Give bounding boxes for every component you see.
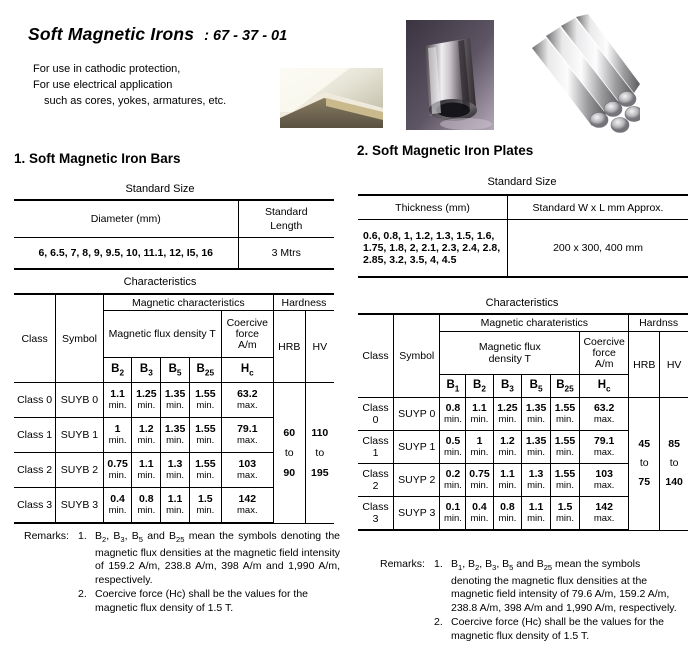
symbol-b2: $B_2$	[466, 375, 493, 398]
cell-b25	[189, 418, 221, 453]
value: 0.8	[139, 493, 154, 505]
qualifier: min.	[556, 447, 574, 458]
cell-symbol: SUYP 0	[394, 398, 440, 431]
cell-b25	[189, 488, 221, 524]
cell-b25	[550, 497, 579, 531]
cell-class: Class 3	[14, 488, 56, 524]
cell-symbol: SUYB 1	[56, 418, 104, 453]
coercive-line2: force	[235, 327, 259, 340]
header-hrb: HRB	[273, 311, 305, 383]
value: 1	[114, 423, 121, 435]
photo-round-bars	[530, 14, 640, 136]
coercive-line2: force	[592, 346, 616, 359]
symbol-b2: $B_2$	[103, 358, 132, 383]
qualifier: min.	[166, 435, 185, 446]
value: 1.1	[472, 402, 487, 414]
qualifier: min.	[470, 513, 489, 524]
cell-b3	[132, 488, 161, 524]
value: 1.5	[557, 501, 573, 513]
cell-symbol: SUYP 1	[394, 431, 440, 464]
qualifier: min.	[108, 435, 127, 446]
cell-thickness-values: 0.6, 0.8, 1, 1.2, 1.3, 1.5, 1.6, 1.75, 1.8, 2, 2.1, 2.3, 2.4, 2.8, 2.85, 3.2, 3.5, 4, 4.5	[358, 220, 508, 278]
header-standard-length-line1: Standard	[264, 206, 308, 218]
intro-line-3: such as cores, yokes, armatures, etc.	[44, 95, 227, 107]
cell-b3	[493, 497, 522, 531]
plates-characteristics-table	[358, 313, 688, 531]
qualifier: max.	[593, 480, 615, 491]
qualifier: min.	[196, 470, 215, 481]
qualifier: min.	[527, 480, 546, 491]
hv-to: to	[315, 446, 325, 459]
hrb-max: 75	[638, 476, 651, 489]
cell-class	[358, 497, 394, 531]
value: 1.5	[198, 493, 213, 505]
symbol-hc: $H_c$	[221, 358, 273, 383]
cell-symbol: SUYB 3	[56, 488, 104, 524]
qualifier: max.	[237, 470, 258, 481]
qualifier: max.	[237, 400, 258, 411]
cell-b1	[440, 497, 466, 531]
photo-sheet-plate	[280, 68, 383, 128]
header-symbol: Symbol	[56, 294, 104, 383]
value: 1.2	[139, 423, 154, 435]
symbol-b3: $B_3$	[132, 358, 161, 383]
value: 1.55	[554, 402, 576, 414]
cell-hc	[221, 383, 273, 418]
qualifier: max.	[237, 505, 258, 516]
value: 0.8	[500, 501, 515, 513]
qualifier: max.	[593, 447, 615, 458]
qualifier: min.	[527, 414, 546, 425]
qualifier: min.	[108, 470, 127, 481]
document-header	[28, 24, 287, 45]
value: 1.35	[525, 402, 547, 414]
cell-b3	[132, 418, 161, 453]
cell-hc	[221, 418, 273, 453]
class-line2: 3	[372, 513, 379, 525]
hv-min: 110	[311, 426, 329, 439]
value: 1.2	[500, 435, 515, 447]
cell-b25	[550, 431, 579, 464]
cell-symbol: SUYB 2	[56, 453, 104, 488]
header-flux-density	[440, 332, 580, 375]
qualifier: min.	[196, 505, 215, 516]
header-flux-density: Magnetic flux density T	[103, 311, 221, 358]
class-line1: Class	[362, 435, 389, 447]
qualifier: min.	[498, 513, 517, 524]
remarks-label: Remarks:	[380, 558, 425, 570]
hv-min: 85	[668, 438, 680, 451]
symbol-b5: $B_5$	[161, 358, 190, 383]
qualifier: min.	[498, 447, 517, 458]
value: 1.35	[164, 423, 186, 435]
coercive-line1: Coercive	[583, 335, 625, 348]
intro-line-1: For use in cathodic protection,	[33, 63, 181, 75]
cell-hv-range	[305, 383, 334, 524]
header-standard-wl: Standard W x L mm Approx.	[508, 195, 688, 220]
photo-coil-roll	[406, 20, 494, 130]
cell-b5	[161, 418, 190, 453]
hrb-to: to	[639, 457, 649, 470]
qualifier: max.	[237, 435, 258, 446]
cell-b2	[103, 453, 132, 488]
cell-b3	[132, 453, 161, 488]
qualifier: min.	[196, 435, 215, 446]
hv-max: 195	[311, 466, 329, 479]
bars-characteristics-table	[14, 293, 334, 524]
hrb-min: 60	[283, 426, 296, 439]
qualifier: min.	[443, 480, 462, 491]
table-header-row	[14, 200, 334, 238]
qualifier: min.	[498, 480, 517, 491]
cell-b1	[440, 431, 466, 464]
cell-class	[358, 431, 394, 464]
value: 0.4	[472, 501, 487, 513]
qualifier: min.	[166, 505, 185, 516]
cell-hc	[580, 497, 629, 531]
symbol-b25: $B_{25}$	[189, 358, 221, 383]
value: 0.75	[107, 458, 128, 470]
cell-b3	[493, 398, 522, 431]
header-hv: HV	[660, 332, 688, 398]
value: 103	[595, 468, 613, 480]
remark-item	[380, 616, 680, 643]
header-group-hardness: Hardness	[273, 294, 334, 311]
qualifier: min.	[137, 400, 156, 411]
symbol-b1: $B_1$	[440, 375, 466, 398]
cell-b2	[466, 464, 493, 497]
hrb-max: 90	[283, 466, 296, 479]
qualifier: min.	[108, 505, 127, 516]
remark-number: 1.	[78, 530, 87, 542]
cell-standard-length: 3 Mtrs	[238, 238, 334, 270]
flux-line1: Magnetic flux	[478, 341, 541, 353]
cell-b5	[161, 453, 190, 488]
class-line1: Class	[362, 501, 389, 513]
class-line1: Class	[362, 402, 389, 414]
cell-class	[358, 398, 394, 431]
value: 79.1	[593, 435, 615, 447]
qualifier: min.	[443, 447, 462, 458]
remark-text: Coercive force (Hc) shall be the values for the magnetic flux density of 1.5 T.	[451, 616, 665, 642]
section-1-size-caption: Standard Size	[125, 183, 195, 195]
value: 63.2	[593, 402, 615, 414]
cell-symbol: SUYP 2	[394, 464, 440, 497]
cell-b2	[466, 497, 493, 531]
cell-b2	[466, 398, 493, 431]
header-thickness: Thickness (mm)	[358, 195, 508, 220]
hv-max: 140	[665, 476, 683, 489]
value: 63.2	[237, 388, 258, 400]
cell-hc	[221, 453, 273, 488]
value: 1.1	[139, 458, 154, 470]
class-line2: 0	[372, 414, 379, 426]
class-line1: Class	[362, 468, 389, 480]
bars-standard-size-table	[14, 199, 334, 270]
coercive-line3: A/m	[237, 338, 257, 351]
header-hv: HV	[305, 311, 334, 383]
value: 0.75	[469, 468, 490, 480]
cell-hrb-range	[629, 398, 660, 531]
intro-line-2: For use electrical application	[33, 79, 173, 91]
cell-b2	[103, 418, 132, 453]
remark-text: $B_2$, $B_3$, $B_5$ and $B_{25}$ mean the symbols denoting the magnetic flux densities at the magnetic field intensity of 159.2 A/m, 238.8 A/m, 398 A/m and 1,990 A/m, respectively.	[95, 530, 341, 586]
remark-number: 2.	[434, 616, 443, 629]
hv-to: to	[669, 457, 679, 470]
table-header-row	[358, 195, 688, 220]
plates-remarks	[380, 558, 680, 644]
table-row	[358, 220, 688, 278]
cell-b5	[522, 464, 551, 497]
remark-text: $B_1$, $B_2$, $B_3$, $B_5$ and $B_{25}$ mean the symbols denoting the magnetic flux densities at the magnetic field intensity of 79.6 A/m, 159.2 A/m, 238.8 A/m, 398 A/m and 1,990 A/m, respectively.	[451, 558, 677, 614]
value: 1.55	[195, 423, 216, 435]
cell-b5	[522, 398, 551, 431]
class-line2: 1	[372, 447, 379, 459]
qualifier: min.	[196, 400, 215, 411]
value: 1.25	[136, 388, 157, 400]
value: 103	[238, 458, 257, 470]
cell-b25	[189, 453, 221, 488]
cell-b2	[103, 383, 132, 418]
header-group-hardness: Hardnss	[629, 314, 688, 332]
qualifier: min.	[556, 513, 574, 524]
qualifier: min.	[166, 470, 185, 481]
cell-b5	[161, 488, 190, 524]
header-group-magnetic: Magnetic charateristics	[440, 314, 629, 332]
value: 0.2	[445, 468, 461, 480]
qualifier: min.	[498, 414, 517, 425]
qualifier: min.	[108, 400, 127, 411]
header-standard-length	[238, 200, 334, 238]
value: 1.55	[195, 458, 216, 470]
value: 0.8	[445, 402, 461, 414]
header-diameter: Diameter (mm)	[14, 200, 238, 238]
header-standard-length-line2: Length	[270, 220, 303, 232]
cell-class: Class 0	[14, 383, 56, 418]
symbol-b5: $B_5$	[522, 375, 551, 398]
section-1-heading: 1. Soft Magnetic Iron Bars	[14, 151, 181, 166]
table-header-row-group	[14, 294, 334, 311]
qualifier: min.	[470, 414, 489, 425]
coercive-line1: Coercive	[226, 316, 269, 329]
remarks-label-spacer	[380, 616, 434, 643]
header-symbol: Symbol	[394, 314, 440, 398]
coercive-line3: A/m	[594, 357, 614, 370]
remarks-label-spacer	[24, 588, 78, 615]
cell-b3	[493, 464, 522, 497]
cell-hc	[580, 398, 629, 431]
bars-remarks	[24, 530, 340, 616]
cell-b3	[132, 383, 161, 418]
remarks-label: Remarks:	[24, 530, 69, 542]
remark-item	[24, 530, 340, 587]
qualifier: min.	[527, 447, 546, 458]
cell-diameter-values: 6, 6.5, 7, 8, 9, 9.5, 10, 11.1, 12, I5, 16	[14, 238, 238, 270]
cell-hrb-range	[273, 383, 305, 524]
cell-b2	[466, 431, 493, 464]
flux-line2: density T	[488, 353, 531, 365]
header-class: Class	[14, 294, 56, 383]
remark-text: Coercive force (Hc) shall be the values for the magnetic flux density of 1.5 T.	[95, 588, 309, 614]
cell-b25	[550, 464, 579, 497]
document-code: : 67 - 37 - 01	[204, 28, 288, 44]
value: 1.35	[164, 388, 186, 400]
qualifier: max.	[593, 513, 615, 524]
class-line2: 2	[372, 480, 379, 492]
value: 1.3	[528, 468, 544, 480]
value: 1.35	[525, 435, 547, 447]
cell-b5	[522, 431, 551, 464]
page-title: Soft Magnetic Irons	[28, 24, 195, 44]
intro-text	[33, 61, 226, 109]
section-2-char-caption: Characteristics	[485, 297, 559, 309]
remark-number: 2.	[78, 588, 87, 601]
qualifier: min.	[137, 435, 156, 446]
cell-hv-range	[660, 398, 688, 531]
header-coercive-force	[221, 311, 273, 358]
qualifier: max.	[593, 414, 615, 425]
header-coercive-force	[580, 332, 629, 375]
qualifier: min.	[443, 414, 462, 425]
remark-number: 1.	[434, 558, 443, 570]
cell-b25	[550, 398, 579, 431]
cell-hc	[580, 464, 629, 497]
value: 1.55	[195, 388, 216, 400]
cell-b3	[493, 431, 522, 464]
cell-class	[358, 464, 394, 497]
value: 1.1	[110, 388, 125, 400]
cell-standard-wl: 200 x 300, 400 mm	[508, 220, 688, 278]
value: 142	[595, 501, 613, 513]
table-header-row-group	[358, 314, 688, 332]
header-group-magnetic: Magnetic characteristics	[103, 294, 273, 311]
cell-b2	[103, 488, 132, 524]
qualifier: min.	[556, 414, 574, 425]
symbol-b3: $B_3$	[493, 375, 522, 398]
table-row	[14, 238, 334, 270]
value: 1.55	[554, 468, 576, 480]
cell-b5	[522, 497, 551, 531]
plates-standard-size-table	[358, 194, 688, 278]
section-2-size-caption: Standard Size	[487, 176, 557, 188]
value: 79.1	[237, 423, 258, 435]
section-1-char-caption: Characteristics	[123, 276, 197, 288]
qualifier: min.	[470, 447, 489, 458]
header-class: Class	[358, 314, 394, 398]
cell-b5	[161, 383, 190, 418]
value: 1.1	[528, 501, 544, 513]
value: 0.4	[110, 493, 125, 505]
table-row	[358, 398, 688, 431]
hrb-to: to	[284, 446, 294, 459]
qualifier: min.	[443, 513, 462, 524]
qualifier: min.	[527, 513, 546, 524]
value: 1.1	[167, 493, 183, 505]
cell-class: Class 1	[14, 418, 56, 453]
table-row	[14, 383, 334, 418]
qualifier: min.	[556, 480, 574, 491]
cell-symbol: SUYP 3	[394, 497, 440, 531]
cell-hc	[580, 431, 629, 464]
value: 1.25	[497, 402, 518, 414]
value: 0.1	[445, 501, 461, 513]
value: 1.1	[500, 468, 515, 480]
hrb-min: 45	[638, 438, 651, 451]
value: 142	[238, 493, 257, 505]
cell-b1	[440, 398, 466, 431]
section-2-heading: 2. Soft Magnetic Iron Plates	[357, 143, 534, 158]
qualifier: min.	[137, 505, 156, 516]
header-hrb: HRB	[629, 332, 660, 398]
remark-item	[24, 588, 340, 615]
symbol-b25: $B_{25}$	[550, 375, 579, 398]
symbol-hc: $H_c$	[580, 375, 629, 398]
cell-b25	[189, 383, 221, 418]
value: 1.55	[554, 435, 576, 447]
remark-item	[380, 558, 680, 615]
qualifier: min.	[166, 400, 185, 411]
cell-symbol: SUYB 0	[56, 383, 104, 418]
value: 0.5	[445, 435, 461, 447]
qualifier: min.	[470, 480, 489, 491]
value: 1.3	[167, 458, 183, 470]
cell-b1	[440, 464, 466, 497]
cell-hc	[221, 488, 273, 524]
qualifier: min.	[137, 470, 156, 481]
cell-class: Class 2	[14, 453, 56, 488]
value: 1	[476, 435, 483, 447]
